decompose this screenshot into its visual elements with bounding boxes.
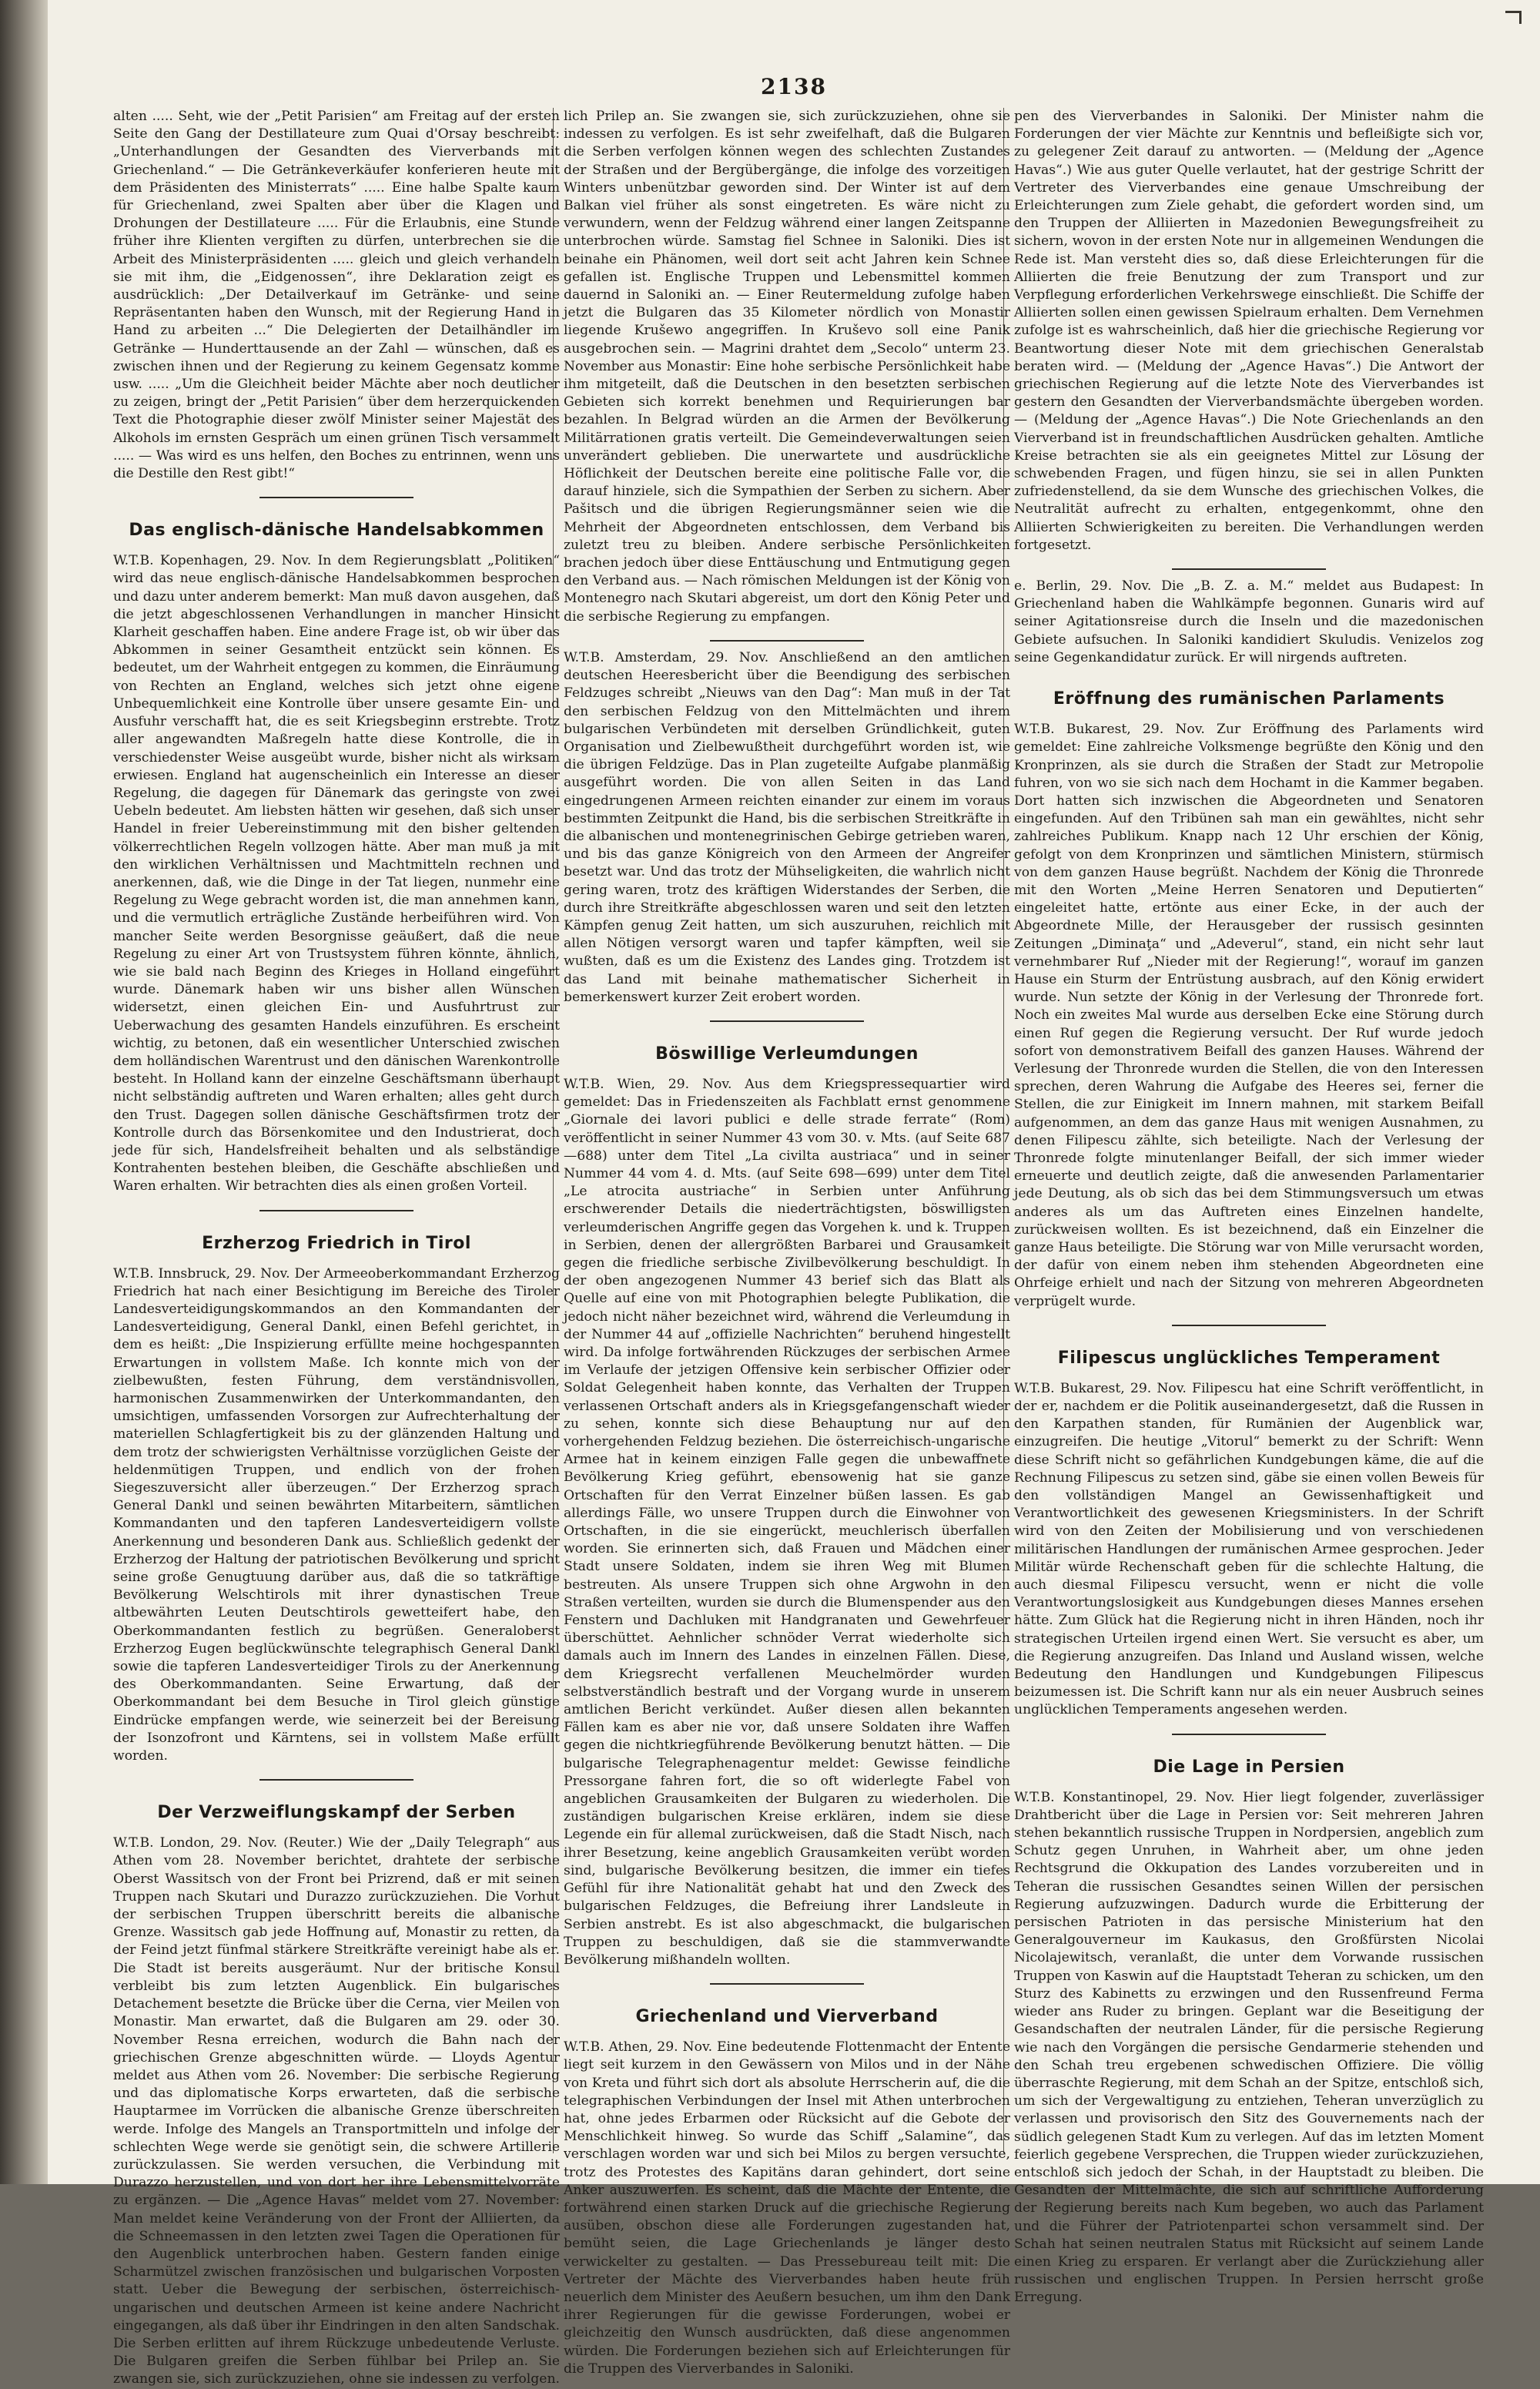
- article-paragraph: alten ..... Seht, wie der „Petit Parisien“ am Freitag auf der ersten Seite den Gang der Destillateure zum Quai d'Orsay beschreibt: „Unterhandlungen der Gesandten des Vierverbands mit Griechenland.“ — Die Getränkeverkäufer konferieren heute mit dem Präsidenten des Ministerrats“ ..... Eine halbe Spalte kaum für Griechenland, zwei Spalten aber über die Klagen und Drohungen der Destillateure ..... Für die Erlaubnis, eine Stunde früher ihre Klienten vergiften zu dürfen, unterbrechen sie die Arbeit des Ministerpräsidenten ..... gleich und gleich verhandeln sie mit ihm, die „Eidgenossen“, ihre Deklaration zeigt es ausdrücklich: „Der Detailverkauf im Getränke- und seine Repräsentanten haben den Wunsch, mit der Regierung Hand in Hand zu arbeiten ...“ Die Delegierten der Detailhändler im Getränke — Hunderttausende an der Zahl — wünschen, daß es zwischen ihnen und der Regierung zu keinem Gegensatz komme usw. ..... „Um die Gleichheit beider Mächte aber noch deutlicher zu zeigen, bringt der „Petit Parisien“ über dem herzerquickenden Text die Photographie dieser zwölf Minister seiner Majestät des Alkohols im ernsten Gespräch um einen grünen Tisch versammelt ..... — Was wird es uns helfen, den Boches zu entrinnen, wenn uns die Destille den Rest gibt!“: [113, 109, 560, 482]
- article-paragraph: pen des Vierverbandes in Saloniki. Der Minister nahm die Forderungen der vier Mächte zur Kenntnis und befleißigte sich vor, zu gelegener Zeit darauf zu antworten. — (Meldung der „Agence Havas“.) Wie aus guter Quelle verlautet, hat der gestrige Schritt der Vertreter des Vierverbandes eine genaue Umschreibung der Erleichterungen zum Ziele gehabt, die gefordert worden sind, um den Truppen der Alliierten in Mazedonien Bewegungsfreiheit zu sichern, wovon in der ersten Note nur in allgemeinen Wendungen die Rede ist. Man versteht dies so, daß diese Erleichterungen für die Alliierten die freie Benutzung der zum Transport und zur Verpflegung erforderlichen Verkehrswege einschließt. Die Schiffe der Alliierten sollen einen gewissen Spielraum erhalten. Dem Vernehmen zufolge ist es wahrscheinlich, daß hier die griechische Regierung vor Beantwortung dieser Note mit dem griechischen Generalstab beraten wird. — (Meldung der „Agence Havas“.) Die Antwort der griechischen Regierung auf die letzte Note des Vierverbandes ist gestern den Gesandten der Vierverbandsmächte übergeben worden. — (Meldung der „Agence Havas“.) Die Note Griechenlands an den Vierverband ist in freundschaftlichen Ausdrücken gehalten. Amtliche Kreise betrachten sie als ein geeignetes Mittel zur Lösung der schwebenden Fragen, und fügen hinzu, sie sei in allen Punkten zufriedenstellend, da sie dem Wunsche des griechischen Volkes, die Neutralität aufrecht zu erhalten, entgegenkommt, ohne den Alliierten Schwierigkeiten zu bereiten. Die Verhandlungen werden fortgesetzt.: [1014, 109, 1484, 553]
- article-paragraph: lich Prilep an. Sie zwangen sie, sich zurückzuziehen, ohne sie indessen zu verfolgen. Es ist sehr zweifelhaft, daß die Bulgaren die Serben verfolgen können wegen des schlechten Zustandes der Straßen und der Bergübergänge, die infolge des vorzeitigen Winters unbenützbar geworden sind. Der Winter ist auf dem Balkan viel früher als sonst eingetreten. Es wäre nicht zu verwundern, wenn der Feldzug während einer langen Zeitspanne unterbrochen würde. Samstag fiel Schnee in Saloniki. Dies ist beinahe ein Phänomen, weil dort seit acht Jahren kein Schnee gefallen ist. Englische Truppen und Lebensmittel kommen dauernd in Saloniki an. — Einer Reutermeldung zufolge haben jetzt die Bulgaren das 35 Kilometer nördlich von Monastir liegende Krušewo angegriffen. In Kruševo soll eine Panik ausgebrochen sein. — Magrini drahtet dem „Secolo“ unterm 23. November aus Monastir: Eine hohe serbische Persönlichkeit habe ihm mitgeteilt, daß die Deutschen in den besetzten serbischen Gebieten sich korrekt benehmen und Requirierungen bar bezahlen. In Belgrad würden an die Armen der Bevölkerung Militärrationen gratis verteilt. Die Gemeindeverwaltungen seien unverändert geblieben. Die unerwartete und ausdrückliche Höflichkeit der Deutschen bereite eine politische Falle vor, die darauf hinziele, sich die Sympathien der Serben zu sichern. Aber Pašitsch und die übrigen Regierungsmänner seien wie die Mehrheit der Abgeordneten entschlossen, dem Verband bis zuletzt treu zu bleiben. Andere serbische Persönlichkeiten brachen jedoch über diese Enttäuschung und Entmutigung gegen den Verband aus. — Nach römischen Meldungen ist der König von Montenegro nach Skutari abgereist, um dort den König Peter und die serbische Regierung zu empfangen.: [564, 109, 1010, 625]
- article-paragraph: W.T.B. Athen, 29. Nov. Eine bedeutende Flottenmacht der Entente liegt seit kurzem in den Gewässern von Milos und in der Nähe von Kreta und führt sich dort als absolute Herrscherin auf, die die telegraphischen Verbindungen der Insel mit Athen unterbrochen hat, ohne jedes Erbarmen oder Rücksicht auf die Gebote der Menschlichkeit hinweg. So wurde das Schiff „Salamine“, das verschlagen worden war und sich bei Milos zu bergen versuchte, trotz des Protestes des Kapitäns daran gehindert, dort seine Anker auszuwerfen. Es scheint, daß die Mächte der Entente, die fortwährend einen starken Druck auf die griechische Regierung ausüben, obschon diese alle Forderungen zugestanden hat, bemüht seien, die Lage Griechenlands je länger desto verwickelter zu gestalten. — Das Pressebureau teilt mit: Die Vertreter der Mächte des Vierverbandes haben heute früh neuerlich dem Minister des Aeußern besuchen, um ihm den Dank ihrer Regierungen für die gewisse Forderungen, wobei er gleichzeitig den Wunsch ausdrückten, daß diese angenommen würden. Die Forderungen beziehen sich auf Erleichterungen für die Truppen des Vierverbandes in Saloniki.: [564, 2039, 1010, 2377]
- book-spine: [0, 0, 48, 2184]
- article-headline: Griechenland und Vierverband: [635, 2007, 939, 2027]
- article-separator: [259, 497, 413, 498]
- column-1: [113, 108, 560, 2387]
- article: [1014, 1757, 1484, 2307]
- article-headline: Der Verzweiflungskampf der Serben: [157, 1803, 516, 1823]
- article-headline: Böswillige Verleumdungen: [655, 1044, 919, 1064]
- article-separator: [710, 1020, 864, 1022]
- article: [564, 649, 1010, 1022]
- page-corner-mark: [1505, 11, 1522, 24]
- article: [1014, 1348, 1484, 1735]
- article-headline: Das englisch-dänische Handelsabkommen: [129, 521, 544, 541]
- article: [564, 1044, 1010, 1985]
- article-separator: [710, 1983, 864, 1985]
- article-separator: [259, 1210, 413, 1211]
- article: [1014, 578, 1484, 667]
- article: [113, 108, 560, 498]
- article-paragraph: W.T.B. Bukarest, 29. Nov. Zur Eröffnung des Parlaments wird gemeldet: Eine zahlreiche Volksmenge begrüßte den König und den Kronprinzen, als sie durch die Straßen der Stadt zur Metropolie fuhren, von wo sie sich nach dem Hochamt in die Kammer begaben. Dort hatten sich inzwischen die Abgeordneten und Senatoren eingefunden. Auf den Tribünen sah man ein gewähltes, nicht sehr zahlreiches Publikum. Knapp nach 12 Uhr erschien der König, gefolgt von dem Kronprinzen und sämtlichen Ministern, stürmisch von dem ganzen Hause begrüßt. Nachdem der König die Thronrede mit den Worten „Meine Herren Senatoren und Deputierten“ eingeleitet hatte, ertönte aus einer Ecke, in der auch der Abgeordnete Mille, der Herausgeber der russisch gesinnten Zeitungen „Diminaţa“ und „Adeverul“, stand, ein nicht sehr laut vernehmbarer Ruf „Nieder mit der Regierung!“, worauf im ganzen Hause ein Sturm der Entrüstung ausbrach, auf den König erwidert wurde. Nun setzte der König in der Verlesung der Thronrede fort. Noch ein zweites Mal wurde aus derselben Ecke eine Störung durch einen Ruf gegen die Regierung versucht. Der Ruf wurde jedoch sofort von demonstrativem Beifall des ganzen Hauses. Während der Verlesung der Thronrede wurden die Stellen, die von den Interessen sprechen, deren Wahrung die Aufgabe des Heeres sei, ferner die Stellen, die zur Einigkeit im Innern mahnen, mit starkem Beifall aufgenommen, an dem das ganze Haus mit wenigen Ausnahmen, zu denen Filipescu zählte, sich beteiligte. Nach der Verlesung der Thronrede folgte minutenlanger Beifall, der sich immer wieder erneuerte und deutlich zeigte, daß die anwesenden Parlamentarier jede Deutung, als ob sich das bei dem Stimmungsversuch um etwas anderes als um das Auftreten eines Einzelnen handelte, zurückweisen wollten. Es ist bezeichnend, daß ein Einzelner die ganze Haus beteiligte. Die Störung war von Mille verursacht worden, der dafür von einem neben ihm stehenden Abgeordneten eine Ohrfeige erhielt und nach der Sitzung von mehreren Abgeordneten verprügelt wurde.: [1014, 722, 1484, 1309]
- article-paragraph: W.T.B. Kopenhagen, 29. Nov. In dem Regierungsblatt „Politiken“ wird das neue englisch-dänische Handelsabkommen besprochen und dazu unter anderem bemerkt: Man muß davon ausgehen, daß die jetzt abgeschlossenen Verhandlungen in mancher Hinsicht Klarheit geschaffen haben. Eine andere Frage ist, ob wir über das Abkommen in seiner Gesamtheit entzückt sein können. Es bedeutet, um der Wahrheit entgegen zu kommen, die Einräumung von Rechten an England, welches sich jetzt ohne eigene Unbequemlichkeit eine Kontrolle über unsere gesamte Ein- und Ausfuhr verschafft hat, die es seit Kriegsbeginn erstrebte. Trotz aller angewandten Maßregeln hatte diese Kontrolle, die in verschiedenster Weise ausgeübt wurde, bisher nicht als wirksam erwiesen. England hat augenscheinlich ein Interesse an dieser Regelung, die dagegen für Dänemark das geringste von zwei Uebeln bedeutet. Am liebsten hätten wir gesehen, daß sich unser Handel in freier Uebereinstimmung mit den bisher geltenden völkerrechtlichen Regeln vollzogen hätte. Aber man muß ja mit den wirklichen Verhältnissen und Machtmitteln rechnen und anerkennen, daß, wie die Dinge in der Tat liegen, nunmehr eine Regelung zu Wege gebracht worden ist, die man annehmen kann, und die vermutlich erträgliche Zustände herbeiführen wird. Von mancher Seite werden Besorgnisse geäußert, daß die neue Regelung zu einer Art von Trustsystem führen könnte, ähnlich, wie sie bald nach Beginn des Krieges in Holland eingeführt wurde. Dänemark haben wir uns bisher allen Wünschen widersetzt, einen gleichen Ein- und Ausfuhrtrust zur Ueberwachung des gesamten Handels einzuführen. Es erscheint wichtig, zu betonen, daß ein wesentlicher Unterschied zwischen dem holländischen Warentrust und den dänischen Warenkontrolle besteht. In Holland kann der einzelne Geschäftsmann überhaupt nicht selbständig auftreten und Waren erhalten; alles geht durch den Trust. Dagegen sollen dänische Geschäftsfirmen trotz der Kontrolle durch das Börsenkomitee und den Industrierat, doch jede für sich, Handelsfreiheit behalten und als selbständige Kontrahenten bestehen bleiben, die Geschäfte abschließen und Waren erhalten. Wir betrachten dies als einen großen Vorteil.: [113, 553, 560, 1194]
- article-separator: [1172, 568, 1326, 570]
- article: [564, 108, 1010, 642]
- article-paragraph: W.T.B. Innsbruck, 29. Nov. Der Armeeoberkommandant Erzherzog Friedrich hat nach einer Besichtigung im Bereiche des Tiroler Landesverteidigungskommandos an den Kommandanten der Landesverteidigung, General Dankl, einen Befehl gerichtet, in dem es heißt: „Die Inspizierung erfüllte meine hochgespannten Erwartungen in vollstem Maße. Ich konnte mich von der zielbewußten, festen Führung, dem verständnisvollen, harmonischen Zusammenwirken der Unterkommandanten, den umsichtigen, umfassenden Vorsorgen zur Aufrechterhaltung der materiellen Schlagfertigkeit bis zu der glänzenden Haltung und dem trotz der schwierigsten Verhältnisse vorzüglichen Geiste der heldenmütigen Truppen, und endlich von der frohen Siegeszuversicht aller überzeugen.“ Der Erzherzog sprach General Dankl und seinen bewährten Mitarbeitern, sämtlichen Kommandanten und den tapferen Landesverteidigern vollste Anerkennung und besonderen Dank aus. Schließlich gedenkt der Erzherzog der Haltung der patriotischen Bevölkerung und spricht seine große Genugtuung darüber aus, daß die so tatkräftige Bevölkerung Welschtirols mit ihrer dynastischen Treue altbewährten Leuten Deutschtirols gewetteifert habe, den Oberkommandanten festlich zu begrüßen. Generaloberst Erzherzog Eugen beglückwünschte telegraphisch General Dankl sowie die tapferen Landesverteidiger Tirols zu der Anerkennung des Oberkommandanten. Seine Erwartung, daß der Oberkommandant bei dem Besuche in Tirol gleich günstige Eindrücke empfangen werde, wie seinerzeit bei der Bereisung der Isonzofront und Kärntens, sei in vollstem Maße erfüllt worden.: [113, 1265, 560, 1764]
- article-separator: [710, 640, 864, 642]
- column-3: [1014, 108, 1484, 2306]
- article-separator: [259, 1779, 413, 1781]
- article: [1014, 689, 1484, 1326]
- article-headline: Filipescus unglückliches Temperament: [1057, 1348, 1441, 1368]
- article: [113, 520, 560, 1211]
- article-separator: [1172, 1734, 1326, 1735]
- article: [564, 2006, 1010, 2378]
- article-paragraph: W.T.B. Konstantinopel, 29. Nov. Hier liegt folgender, zuverlässiger Drahtbericht über die Lage in Persien vor: Seit mehreren Jahren stehen bekanntlich russische Truppen in Nordpersien, angeblich zum Schutz gegen Unruhen, in Wahrheit aber, um ohne jeden Rechtsgrund die Okkupation des Landes vorzubereiten und in Teheran die russischen Gesandtes seinen Willen der persischen Regierung aufzuzwingen. Dadurch wurde die Erbitterung der persischen Patrioten in das persische Ministerium hat den Generalgouverneur im Kaukasus, den Großfürsten Nicolai Nicolajewitsch, veranlaßt, die unter dem Vorwande russischen Truppen von Kaswin auf die Hauptstadt Teheran zu schicken, um den Sturz des Kabinetts zu erzwingen und den Russenfreund Ferma wieder ans Ruder zu bringen. Geplant war die Beseitigung der Gesandschaften der neutralen Länder, für die persische Regierung wie nach den Vorgängen die persische Gendarmerie stehenden und den Schah treu ergebenen schwedischen Offiziere. Die völlig überraschte Regierung, mit dem Schah an der Spitze, entschloß sich, um sich der Vergewaltigung zu entziehen, Teheran unverzüglich zu verlassen und provisorisch den Sitz des Gouvernements nach der südlich gelegenen Stadt Kum zu verlegen. Auf das im letzten Moment feierlich gegebene Versprechen, die Truppen wieder zurückzuziehen, entschloß sich jedoch der Schah, in der Hauptstadt zu bleiben. Die Gesandten der Mittelmächte, die sich auf schriftliche Aufforderung der Regierung bereits nach Kum begeben, wo auch das Parlament und die Führer der Patriotenpartei schon versammelt sind. Der Schah hat seinen neutralen Status mit Rücksicht auf seinem Lande einen Krieg zu ersparen. Er verlangt aber die Zurückziehung aller russischen und englischen Truppen. In Persien herrscht große Erregung.: [1014, 1789, 1484, 2306]
- article-headline: Die Lage in Persien: [1153, 1757, 1345, 1777]
- article-paragraph: W.T.B. London, 29. Nov. (Reuter.) Wie der „Daily Telegraph“ aus Athen vom 28. November berichtet, drahtete der serbische Oberst Wassitsch von der Front bei Prizrend, daß er mit seinen Truppen nach Skutari und Durazzo zurückzuziehen. Die Vorhut der serbischen Truppen überschritt bereits die albanische Grenze. Wassitsch gab jede Hoffnung auf, Monastir zu retten, da der Feind jetzt fünfmal stärkere Streitkräfte vereinigt habe als er. Die Stadt ist bereits ausgeräumt. Nur der britische Konsul verbleibt bis zum letzten Augenblick. Ein bulgarisches Detachement besetzte die Brücke über die Cerna, vier Meilen von Monastir. Man erwartet, daß die Bulgaren am 29. oder 30. November Resna erreichen, wodurch die Bahn nach der griechischen Grenze abgeschnitten würde. — Lloyds Agentur meldet aus Athen vom 26. November: Die serbische Regierung und das diplomatische Korps erwarteten, daß die serbische Hauptarmee im Vorrücken die albanische Grenze überschreiten werde. Infolge des Mangels an Transportmitteln und infolge der schlechten Wege werde sie genötigt sein, die schwere Artillerie zurückzulassen. Sie werden versuchen, die Verbindung mit Durazzo herzustellen, und von dort her ihre Lebensmittelvorräte zu ergänzen. — Die „Agence Havas“ meldet vom 27. November: Man meldet keine Veränderung von der Front der Alliierten, da die Schneemassen in den letzten zwei Tagen die Operationen für den Augenblick unterbrochen haben. Gestern fanden einige Scharmützel zwischen französischen und bulgarischen Vorposten statt. Ueber die Bewegung der serbischen, österreichisch-ungarischen und deutschen Armeen ist keine andere Nachricht eingegangen, als daß über ihr Eindringen in den alten Sandschak. Die Serben erlitten auf ihrem Rückzuge unbedeutende Verluste. Die Bulgaren greifen die Serben fühlbar bei Prilep an. Sie zwangen sie, sich zurückzuziehen, ohne sie indessen zu verfolgen.: [113, 1835, 560, 2387]
- article: [113, 1802, 560, 2388]
- article-headline: Erzherzog Friedrich in Tirol: [202, 1233, 471, 1253]
- article-paragraph: e. Berlin, 29. Nov. Die „B. Z. a. M.“ meldet aus Budapest: In Griechenland haben die Wahlkämpfe begonnen. Gunaris wird auf seiner Agitationsreise durch die Inseln und die mazedonischen Gebiete aufsuchen. In Saloniki kandidiert Skuludis. Venizelos zog seine Gegenkandidatur zurück. Er will nirgends auftreten.: [1014, 578, 1484, 665]
- page-number: 2138: [761, 74, 827, 99]
- article-paragraph: W.T.B. Bukarest, 29. Nov. Filipescu hat eine Schrift veröffentlicht, in der er, nachdem er die Politik auseinandergesetzt, daß die Russen in den Karpathen standen, für Rumänien der Augenblick war, einzugreifen. Die heutige „Vitorul“ bemerkt zu der Schrift: Wenn diese Schrift nicht so gefährlichen Kundgebungen käme, die auf die Rechnung Filipescus zu setzen sind, gäbe sie einen vollen Beweis für den vollständigen Mangel an Gewissenhaftigkeit und Verantwortlichkeit des gewesenen Kriegsministers. In der Schrift wird von den Zeiten der Mobilisierung und von verschiedenen militärischen Handlungen der rumänischen Armee gesprochen. Jeder Militär würde Rechenschaft geben für die schlechte Haltung, die auch diesmal Filipescu versucht, wenn er nicht die volle Verantwortungslosigkeit aus Kundgebungen dieses Mannes ersehen hätte. Zum Glück hat die Regierung nicht in ihren Händen, noch ihr strategischen Urteilen irgend einen Wert. Sie versucht es aber, um die Regierung anzugreifen. Das Inland und Ausland wissen, welche Bedeutung den Handlungen und Kundgebungen Filipescus beizumessen ist. Die Schrift kann nur als ein neuer Ausbruch seines unglücklichen Temperaments angesehen werden.: [1014, 1380, 1484, 1718]
- article-paragraph: W.T.B. Amsterdam, 29. Nov. Anschließend an den amtlichen deutschen Heeresbericht über die Beendigung des serbischen Feldzuges schreibt „Nieuws van den Dag“: Man muß in der Tat den serbischen Feldzug von den Mittelmächten und ihrem bulgarischen Verbündeten mit derselben Gründlichkeit, guten Organisation und Zielbewußtheit durchgeführt worden ist, wie die übrigen Feldzüge. Das in Plan zugeteilte Aufgabe planmäßig ausgeführt worden. Die von allen Seiten in das Land eingedrungenen Armeen reichten einander zur einem im voraus bestimmten Zeitpunkt die Hand, bis die serbischen Streitkräfte in die albanischen und montenegrinischen Gebirge getrieben waren, und bis das ganze Königreich von den Armeen der Angreifer besetzt war. Und das trotz der Mühseligkeiten, die wahrlich nicht gering waren, trotz des kräftigen Widerstandes der Serben, die durch ihre Streitkräfte abgeschlossen waren und seit den letzten Kämpfen genug Zeit hatten, um sich auszuruhen, reichlich mit allen Nötigen versorgt waren und tapfer kämpften, weil sie wußten, daß es um die Existenz des Landes ging. Trotzdem ist das Land mit beinahe mathematischer Sicherheit in bemerkenswert kurzer Zeit erobert worden.: [564, 649, 1010, 1005]
- article: [1014, 108, 1484, 570]
- column-2: [564, 108, 1010, 2377]
- newspaper-page: [48, 0, 1540, 2387]
- article-headline: Eröffnung des rumänischen Parlaments: [1053, 689, 1445, 709]
- article: [113, 1233, 560, 1781]
- article-separator: [1172, 1325, 1326, 1326]
- article-paragraph: W.T.B. Wien, 29. Nov. Aus dem Kriegspressequartier wird gemeldet: Das in Friedenszeiten als Fachblatt ernst genommene „Giornale dei lavori publici e delle strade ferrate“ (Rom) veröffentlicht in seiner Nummer 43 vom 30. v. Mts. (auf Seite 687—688) unter dem Titel „La civilta austriaca“ und in seiner Nummer 44 vom 4. d. Mts. (auf Seite 698—699) unter dem Titel „Le atrocita austriache“ in Serbien unter Anführung erschwerender Details die niederträchtigsten, böswilligsten verleumderischen Angriffe gegen das Vorgehen k. und k. Truppen in Serbien, denen der allergrößten Barbarei und Grausamkeit gegen die friedliche serbische Zivilbevölkerung beschuldigt. In der oben angezogenen Nummer 43 berief sich das Blatt als Quelle auf eine von mit Photographien belegte Publikation, die jedoch nicht näher bezeichnet wird, während die Verleumdung in der Nummer 44 auf „offizielle Nachrichten“ beruhend hingestellt wird. Da infolge fortwährenden Rückzuges der serbischen Armee im Verlaufe der jetzigen Offensive kein serbischer Offizier oder Soldat Gelegenheit haben konnte, das Verhalten der Truppen verlassenen Ortschaft anders als in Kriegsgefangenschaft wieder zu sehen, konnte sich diese Behauptung nur auf den vorhergehenden Feldzug beziehen. Die österreichisch-ungarische Armee hat in keinem einzigen Falle gegen die unbewaffnete Bevölkerung Krieg geführt, ebensowenig hat sie ganze Ortschaften für den Verrat Einzelner büßen lassen. Es gab allerdings Fälle, wo unsere Truppen durch die Einwohner von Ortschaften, in die sie eingerückt, meuchlerisch überfallen worden. Sie erinnerten sich, daß Frauen und Mädchen einer Stadt unsere Soldaten, indem sie ihren Weg mit Blumen bestreuten. Als unsere Truppen sich ohne Argwohn in den Straßen verteilten, wurden sie durch die Blumenspender aus den Fenstern und Dachluken mit Handgranaten und Gewehrfeuer überschüttet. Aehnlicher schnöder Verrat wiederholte sich damals auch im Innern des Landes in einzelnen Fällen. Diese, dem Kriegsrecht verfallenen Meuchelmörder wurden selbstverständlich bestraft und der Vorgang wurde in unserem amtlichen Bericht verkündet. Außer diesen allen bekannten Fällen kam es aber nie vor, daß unsere Soldaten ihre Waffen gegen die nichtkriegführende Bevölkerung benutzt hätten. — Die bulgarische Telegraphenagentur meldet: Gewisse feindliche Pressorgane fahren fort, die so oft widerlegte Fabel von angeblichen Grausamkeiten der Bulgaren zu wiederholen. Die zuständigen bulgarischen Kreise erklären, indem sie diese Legende ein für allemal zurückweisen, daß die Stadt Nisch, nach ihrer Besetzung, keine angeblich Grausamkeiten verübt worden sind, bulgarische Bevölkerung besitzen, die immer ein tiefes Gefühl für ihre Nationalität gehabt hat und den Zweck des bulgarischen Feldzuges, die Befreiung ihrer Landsleute in Serbien anstrebt. Es ist also abgeschmackt, die bulgarischen Truppen zu beschuldigen, daß sie die stammverwandte Bevölkerung mißhandeln wollten.: [564, 1076, 1010, 1968]
